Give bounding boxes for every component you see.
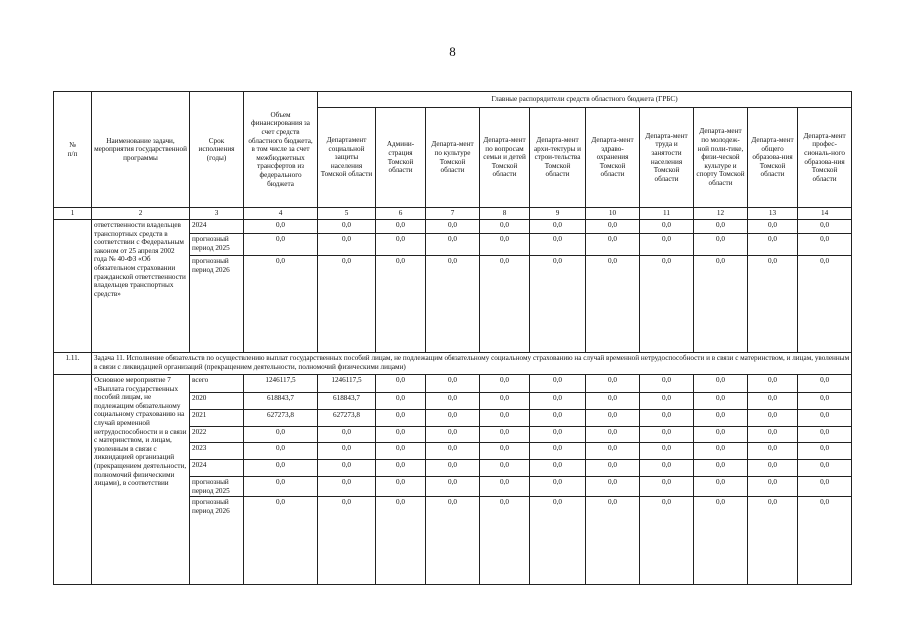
task-text: Задача 11. Исполнение обязательств по осуществлению выплат государственных пособий лицам, не подлежащим обязательному социальному страхованию на случай временной нетрудоспособности и в связи с материнством, и лицам, уволенным в связи с ликвидацией организаций (прекращением деятельности, полномочий физическими лицами) [92,353,852,375]
header-name: Наименование задачи, мероприятия государственной программы [92,92,190,208]
value-cell: 0,0 [694,256,748,353]
value-cell: 0,0 [798,477,852,497]
column-number: 11 [640,208,694,220]
row-number-cell [54,375,92,585]
value-cell: 0,0 [748,375,798,393]
task-row [54,353,852,375]
value-cell: 0,0 [480,427,530,443]
value-cell: 0,0 [318,460,376,477]
value-cell: 0,0 [426,256,480,353]
value-cell: 0,0 [244,256,318,353]
task-number: 1.11. [54,353,92,375]
row-name-cell: ответственности владельцев транспортных средств в соответствии с Федеральным законом от 25 апреля 2002 года № 40-ФЗ «Об обязательном страховании гражданской ответственности владельцев транспортных средств» [92,220,190,353]
value-cell: 0,0 [640,427,694,443]
value-cell: 0,0 [480,220,530,234]
value-cell: 0,0 [586,460,640,477]
term-cell: 2024 [190,460,244,477]
table-row [54,220,852,234]
term-cell: прогнозный период 2025 [190,477,244,497]
value-cell: 0,0 [748,460,798,477]
term-cell: прогнозный период 2026 [190,256,244,353]
value-cell: 0,0 [586,410,640,427]
value-cell: 0,0 [244,497,318,585]
value-cell: 0,0 [640,443,694,460]
value-cell: 0,0 [480,497,530,585]
value-cell: 0,0 [426,410,480,427]
value-cell: 1246117,5 [318,375,376,393]
value-cell: 0,0 [748,497,798,585]
value-cell: 0,0 [694,393,748,410]
value-cell: 0,0 [480,410,530,427]
value-cell: 0,0 [480,256,530,353]
value-cell: 0,0 [640,477,694,497]
value-cell: 0,0 [244,477,318,497]
value-cell: 0,0 [748,410,798,427]
value-cell: 0,0 [530,460,586,477]
value-cell: 0,0 [318,427,376,443]
value-cell: 0,0 [586,375,640,393]
value-cell: 0,0 [694,410,748,427]
term-cell: прогнозный период 2026 [190,497,244,585]
value-cell: 0,0 [586,234,640,256]
value-cell: 0,0 [586,220,640,234]
value-cell: 0,0 [748,393,798,410]
value-cell: 0,0 [586,497,640,585]
header-term: Срок исполнения (годы) [190,92,244,208]
value-cell: 0,0 [426,497,480,585]
value-cell: 0,0 [640,375,694,393]
value-cell: 0,0 [798,256,852,353]
value-cell: 0,0 [244,460,318,477]
value-cell: 0,0 [376,497,426,585]
column-number: 10 [586,208,640,220]
value-cell: 0,0 [318,497,376,585]
value-cell: 0,0 [480,477,530,497]
value-cell: 0,0 [798,460,852,477]
value-cell: 0,0 [798,497,852,585]
value-cell: 0,0 [376,256,426,353]
value-cell: 0,0 [694,375,748,393]
value-cell: 0,0 [640,393,694,410]
value-cell: 0,0 [318,443,376,460]
value-cell: 0,0 [798,234,852,256]
value-cell: 0,0 [426,393,480,410]
value-cell: 0,0 [318,220,376,234]
value-cell: 0,0 [426,443,480,460]
value-cell: 0,0 [798,410,852,427]
value-cell: 0,0 [480,375,530,393]
column-number: 1 [54,208,92,220]
value-cell: 0,0 [530,443,586,460]
value-cell: 1246117,5 [244,375,318,393]
value-cell: 0,0 [694,477,748,497]
term-cell: 2020 [190,393,244,410]
header-department: Департа-мент архи-тектуры и строи-тельства Томской области [530,108,586,208]
value-cell: 0,0 [244,220,318,234]
header-department: Департа-мент по вопросам семьи и детей Томской области [480,108,530,208]
value-cell: 0,0 [798,375,852,393]
value-cell: 0,0 [318,234,376,256]
value-cell: 0,0 [480,393,530,410]
row-number-cell [54,220,92,353]
value-cell: 0,0 [530,410,586,427]
value-cell: 0,0 [530,375,586,393]
header-department: Департа-мент профес-сиональ-ного образова-ния Томской области [798,108,852,208]
page-number: 8 [449,44,456,59]
value-cell: 0,0 [376,477,426,497]
value-cell: 0,0 [798,443,852,460]
row-name-cell: Основное мероприятие 7 «Выплата государственных пособий лицам, не подлежащим обязательному социальному страхованию на случай временной нетрудоспособности и в связи с материнством, и лицам, уволенным в связи с ликвидацией организаций (прекращением деятельности, полномочий физическими лицами), в соответствии [92,375,190,585]
value-cell: 0,0 [376,375,426,393]
value-cell: 0,0 [586,477,640,497]
term-cell: всего [190,375,244,393]
value-cell: 0,0 [798,220,852,234]
value-cell: 0,0 [694,220,748,234]
value-cell: 0,0 [694,234,748,256]
value-cell: 0,0 [480,443,530,460]
term-cell: 2022 [190,427,244,443]
header-department: Департамент социальной защиты населения Томской области [318,108,376,208]
value-cell: 0,0 [748,443,798,460]
value-cell: 0,0 [426,460,480,477]
value-cell: 0,0 [640,220,694,234]
column-number: 12 [694,208,748,220]
value-cell: 0,0 [426,427,480,443]
header-num: № п/п [54,92,92,208]
column-number: 2 [92,208,190,220]
value-cell: 0,0 [586,256,640,353]
value-cell: 0,0 [530,477,586,497]
value-cell: 0,0 [426,234,480,256]
value-cell: 0,0 [480,460,530,477]
column-number: 5 [318,208,376,220]
header-department: Департа-мент по культуре Томской области [426,108,480,208]
value-cell: 0,0 [748,477,798,497]
value-cell: 0,0 [244,234,318,256]
header-grbs: Главные распорядители средств областного бюджета (ГРБС) [318,92,852,108]
value-cell: 0,0 [376,234,426,256]
value-cell: 0,0 [694,497,748,585]
value-cell: 618843,7 [244,393,318,410]
value-cell: 0,0 [798,427,852,443]
value-cell: 0,0 [748,256,798,353]
value-cell: 0,0 [426,220,480,234]
header-volume: Объем финансирования за счет средств областного бюджета, в том числе за счет межбюджетных трансфертов из федерального бюджета [244,92,318,208]
column-number: 7 [426,208,480,220]
value-cell: 627273,8 [244,410,318,427]
value-cell: 0,0 [586,393,640,410]
header-department: Департа-мент общего образова-ния Томской области [748,108,798,208]
term-cell: 2021 [190,410,244,427]
term-cell: 2023 [190,443,244,460]
column-number: 6 [376,208,426,220]
column-number: 14 [798,208,852,220]
table-row [54,375,852,393]
value-cell: 0,0 [798,393,852,410]
value-cell: 0,0 [748,427,798,443]
value-cell: 0,0 [640,460,694,477]
value-cell: 0,0 [376,460,426,477]
header-department: Департа-мент труда и занятости населения Томской области [640,108,694,208]
column-number: 4 [244,208,318,220]
header-department: Админи-страция Томской области [376,108,426,208]
value-cell: 0,0 [480,234,530,256]
term-cell: 2024 [190,220,244,234]
value-cell: 0,0 [244,443,318,460]
value-cell: 0,0 [586,443,640,460]
value-cell: 0,0 [530,427,586,443]
value-cell: 0,0 [376,427,426,443]
value-cell: 0,0 [694,427,748,443]
column-number: 8 [480,208,530,220]
budget-table [53,91,852,585]
value-cell: 0,0 [376,443,426,460]
value-cell: 0,0 [530,393,586,410]
value-cell: 0,0 [530,497,586,585]
value-cell: 0,0 [640,234,694,256]
value-cell: 618843,7 [318,393,376,410]
value-cell: 0,0 [640,497,694,585]
value-cell: 0,0 [530,220,586,234]
value-cell: 0,0 [530,234,586,256]
value-cell: 0,0 [586,427,640,443]
value-cell: 0,0 [694,460,748,477]
value-cell: 0,0 [244,427,318,443]
column-number: 3 [190,208,244,220]
value-cell: 0,0 [640,410,694,427]
value-cell: 0,0 [376,393,426,410]
value-cell: 0,0 [426,477,480,497]
value-cell: 0,0 [318,477,376,497]
value-cell: 0,0 [318,256,376,353]
header-department: Департа-мент по молодеж-ной поли-тике, физи-ческой культуре и спорту Томской области [694,108,748,208]
value-cell: 0,0 [376,410,426,427]
value-cell: 0,0 [694,443,748,460]
value-cell: 0,0 [748,234,798,256]
header-department: Департа-мент здраво-охранения Томской области [586,108,640,208]
value-cell: 0,0 [376,220,426,234]
value-cell: 0,0 [530,256,586,353]
term-cell: прогнозный период 2025 [190,234,244,256]
value-cell: 0,0 [640,256,694,353]
value-cell: 0,0 [426,375,480,393]
column-number: 9 [530,208,586,220]
value-cell: 627273,8 [318,410,376,427]
value-cell: 0,0 [748,220,798,234]
column-number: 13 [748,208,798,220]
